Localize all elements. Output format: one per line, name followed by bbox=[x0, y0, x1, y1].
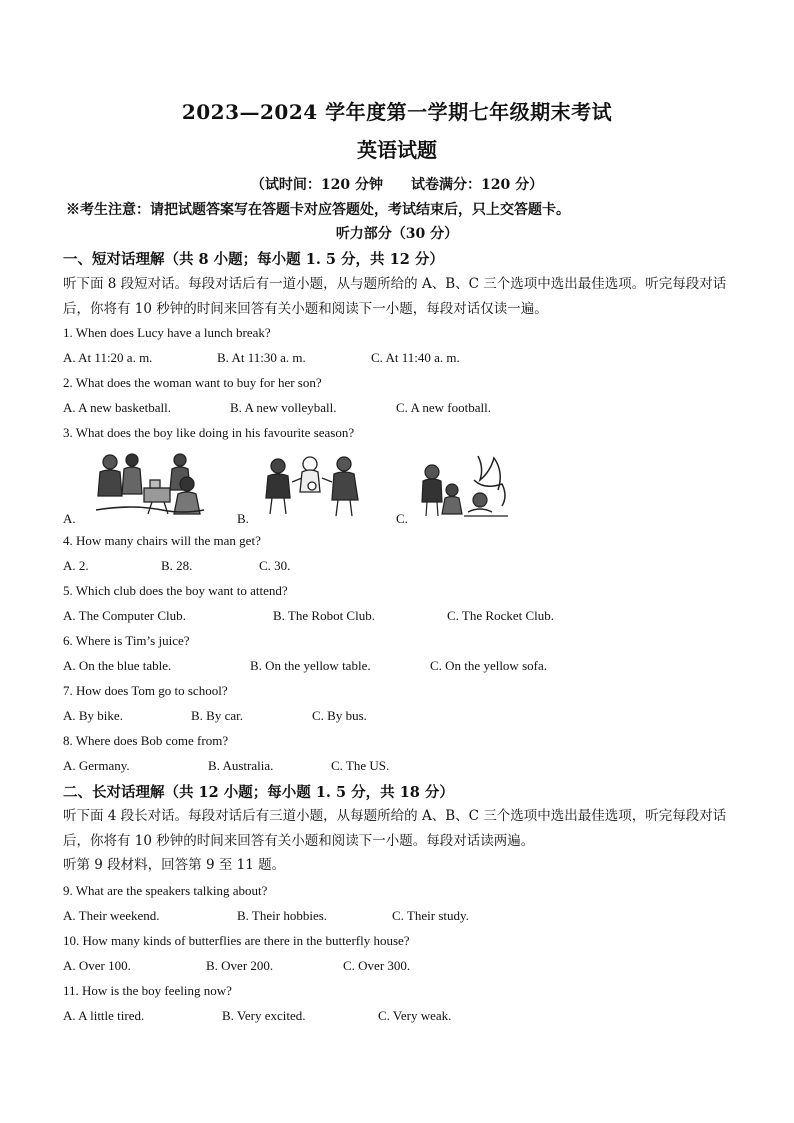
q2-option-c: C. A new football. bbox=[396, 400, 491, 415]
question-11: 11. How is the boy feeling now? bbox=[63, 983, 232, 998]
q8-option-a: A. Germany. bbox=[63, 758, 130, 773]
q2-option-a: A. A new basketball. bbox=[63, 400, 171, 415]
q10-option-b: B. Over 200. bbox=[206, 958, 274, 973]
section1-heading: 一、短对话理解（共 8 小题；每小题 1. 5 分，共 12 分） bbox=[63, 251, 444, 268]
q7-option-c: C. By bus. bbox=[312, 708, 367, 723]
question-4: 4. How many chairs will the man get? bbox=[63, 533, 261, 548]
q11-option-a: A. A little tired. bbox=[63, 1008, 145, 1023]
q1-option-c: C. At 11:40 a. m. bbox=[371, 350, 460, 365]
q3-picture-b bbox=[262, 452, 366, 520]
question-6: 6. Where is Tim’s juice? bbox=[63, 633, 190, 648]
q8-option-b: B. Australia. bbox=[208, 758, 274, 773]
question-7: 7. How does Tom go to school? bbox=[63, 683, 228, 698]
q10-option-a: A. Over 100. bbox=[63, 958, 131, 973]
q6-option-b: B. On the yellow table. bbox=[250, 658, 371, 673]
q1-option-b: B. At 11:30 a. m. bbox=[217, 350, 306, 365]
subject-title: 英语试题 bbox=[357, 138, 437, 162]
question-5: 5. Which club does the boy want to attend? bbox=[63, 583, 288, 598]
q9-option-c: C. Their study. bbox=[392, 908, 469, 923]
q7-option-a: A. By bike. bbox=[63, 708, 123, 723]
q3-picture-c bbox=[418, 450, 512, 520]
section2-heading: 二、长对话理解（共 12 小题；每小题 1. 5 分，共 18 分） bbox=[63, 784, 454, 801]
q8-option-c: C. The US. bbox=[331, 758, 390, 773]
part-heading: 听力部分（30 分） bbox=[335, 226, 459, 242]
question-9: 9. What are the speakers talking about? bbox=[63, 883, 268, 898]
section2-material: 听第 9 段材料，回答第 9 至 11 题。 bbox=[63, 857, 286, 873]
q6-option-c: C. On the yellow sofa. bbox=[430, 658, 547, 673]
q4-option-c: C. 30. bbox=[259, 558, 291, 573]
q3-option-b: B. bbox=[237, 511, 249, 526]
question-3: 3. What does the boy like doing in his favourite season? bbox=[63, 425, 355, 440]
q1-option-a: A. At 11:20 a. m. bbox=[63, 350, 153, 365]
q5-option-c: C. The Rocket Club. bbox=[447, 608, 555, 623]
question-8: 8. Where does Bob come from? bbox=[63, 733, 229, 748]
q9-option-a: A. Their weekend. bbox=[63, 908, 160, 923]
q3-option-a: A. bbox=[63, 511, 76, 526]
question-2: 2. What does the woman want to buy for her son? bbox=[63, 375, 322, 390]
q10-option-c: C. Over 300. bbox=[343, 958, 411, 973]
section2-instruction: 听下面 4 段长对话。每段对话后有三道小题，从每题所给的 A、B、C 三个选项中选出最佳选项，听完每段对话后，你将有 10 秒钟的时间来回答有关小题和阅读下一小题。每段对话读两遍。 bbox=[63, 808, 727, 849]
q5-option-a: A. The Computer Club. bbox=[63, 608, 186, 623]
question-10: 10. How many kinds of butterflies are there in the butterfly house? bbox=[63, 933, 410, 948]
exam-score: 试卷满分：120 分） bbox=[411, 177, 544, 193]
q2-option-b: B. A new volleyball. bbox=[230, 400, 337, 415]
q4-option-a: A. 2. bbox=[63, 558, 89, 573]
q6-option-a: A. On the blue table. bbox=[63, 658, 172, 673]
q11-option-c: C. Very weak. bbox=[378, 1008, 452, 1023]
q11-option-b: B. Very excited. bbox=[222, 1008, 306, 1023]
q9-option-b: B. Their hobbies. bbox=[237, 908, 328, 923]
q7-option-b: B. By car. bbox=[191, 708, 243, 723]
exam-time: （试时间：120 分钟 bbox=[250, 177, 383, 193]
exam-meta bbox=[0, 174, 794, 194]
exam-title: 2023—2024 学年度第一学期七年级期末考试 bbox=[181, 100, 613, 124]
question-1: 1. When does Lucy have a lunch break? bbox=[63, 325, 271, 340]
q5-option-b: B. The Robot Club. bbox=[273, 608, 375, 623]
section1-instruction: 听下面 8 段短对话。每段对话后有一道小题，从与题所给的 A、B、C 三个选项中选出最佳选项。听完每段对话后，你将有 10 秒钟的时间来回答有关小题和阅读下一小题，每段对话仅读一遍。 bbox=[63, 276, 727, 317]
q3-picture-a bbox=[92, 450, 208, 520]
q4-option-b: B. 28. bbox=[161, 558, 193, 573]
exam-notice: ※考生注意：请把试题答案写在答题卡对应答题处，考试结束后，只上交答题卡。 bbox=[66, 202, 570, 218]
q3-option-c: C. bbox=[396, 511, 408, 526]
